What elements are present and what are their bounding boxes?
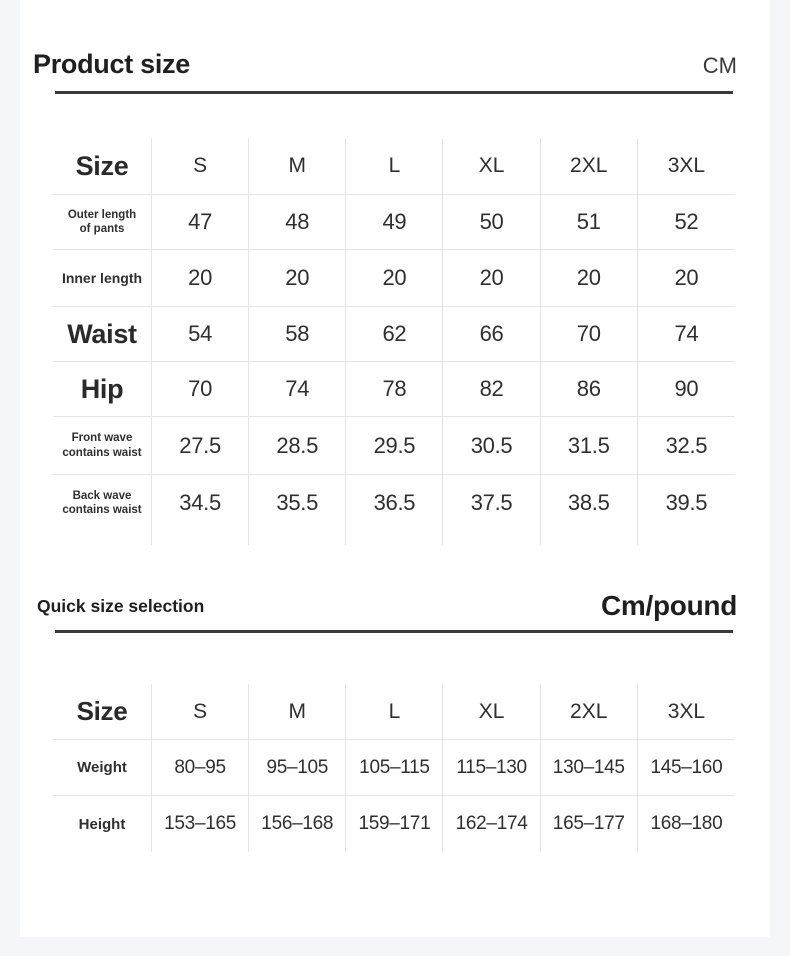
size-value-cell: 74 xyxy=(249,362,346,417)
size-value-cell: 50 xyxy=(443,195,540,250)
row-label-line: contains waist xyxy=(62,504,142,516)
column-header: 2XL xyxy=(541,684,638,740)
column-header: 2XL xyxy=(541,138,638,195)
size-value-cell: 156–168 xyxy=(249,796,346,852)
size-value-cell: 105–115 xyxy=(346,740,443,796)
size-value-cell: 58 xyxy=(249,307,346,362)
row-label-line: of pants xyxy=(79,223,125,235)
size-value-cell: 130–145 xyxy=(541,740,638,796)
size-value-cell: 62 xyxy=(346,307,443,362)
size-value-cell: 145–160 xyxy=(638,740,735,796)
column-header: M xyxy=(249,138,346,195)
size-value-cell: 95–105 xyxy=(249,740,346,796)
size-value-cell: 49 xyxy=(346,195,443,250)
row-label-line: Outer length xyxy=(67,208,137,221)
size-value-cell: 168–180 xyxy=(650,813,723,834)
column-header: XL xyxy=(443,684,540,740)
row-label xyxy=(53,475,152,545)
size-value-cell: 20 xyxy=(443,250,540,307)
size-value-cell: 20 xyxy=(152,250,249,307)
size-value-cell: 34.5 xyxy=(152,475,249,545)
size-value-cell: 51 xyxy=(541,195,638,250)
row-label-line: Front wave xyxy=(71,432,133,445)
size-value-cell: 29.5 xyxy=(346,417,443,475)
product-size-underline xyxy=(55,91,733,94)
column-header: XL xyxy=(443,138,540,195)
size-value-cell: 70 xyxy=(152,362,249,417)
size-value-cell: 20 xyxy=(541,250,638,307)
row-label-line: contains waist xyxy=(62,446,142,459)
quick-size-table xyxy=(53,684,735,852)
size-value-cell: 48 xyxy=(249,195,346,250)
product-size-table xyxy=(53,138,735,545)
column-header: M xyxy=(249,684,346,740)
row-label: Hip xyxy=(53,362,152,417)
table-corner-label: Size xyxy=(53,684,152,740)
size-value-cell: 28.5 xyxy=(249,417,346,475)
size-value-cell: 47 xyxy=(152,195,249,250)
size-value-cell: 54 xyxy=(152,307,249,362)
column-header: S xyxy=(152,138,249,195)
column-header: L xyxy=(346,684,443,740)
column-header: L xyxy=(346,138,443,195)
size-value-cell: 30.5 xyxy=(443,417,540,475)
size-value-cell: 162–174 xyxy=(443,796,540,852)
size-value-cell: 66 xyxy=(443,307,540,362)
size-value-cell: 74 xyxy=(638,307,735,362)
column-header: S xyxy=(152,684,249,740)
size-value-cell: 38.5 xyxy=(541,475,638,545)
quick-size-title: Quick size selection xyxy=(37,596,205,616)
size-value-cell: 35.5 xyxy=(249,475,346,545)
size-value-cell: 159–171 xyxy=(346,796,443,852)
row-label: Height xyxy=(53,796,152,852)
size-value-cell: 37.5 xyxy=(443,475,540,545)
size-value-cell: 70 xyxy=(541,307,638,362)
size-value-cell: 78 xyxy=(346,362,443,417)
quick-size-underline xyxy=(55,630,733,633)
size-value-cell: 27.5 xyxy=(152,417,249,475)
unit-label-cm-pound: Cm/pound xyxy=(600,590,737,621)
size-value-cell: 115–130 xyxy=(443,740,540,796)
size-value-cell: 90 xyxy=(638,362,735,417)
row-label xyxy=(53,195,152,250)
size-value-cell: 32.5 xyxy=(638,417,735,475)
size-value-cell: 82 xyxy=(443,362,540,417)
size-value-cell: 20 xyxy=(638,250,735,307)
size-value-cell: 165–177 xyxy=(541,796,638,852)
size-value-cell: 31.5 xyxy=(541,417,638,475)
size-value-cell: 153–165 xyxy=(152,796,249,852)
table-corner-label: Size xyxy=(53,138,152,195)
size-value-cell: 80–95 xyxy=(152,740,249,796)
product-size-title: Product size xyxy=(33,49,190,79)
size-value-cell: 39.5 xyxy=(665,490,708,515)
size-value-cell: 20 xyxy=(346,250,443,307)
size-value-cell: 20 xyxy=(249,250,346,307)
size-value-cell: 52 xyxy=(638,195,735,250)
column-header: 3XL xyxy=(638,138,735,195)
row-label xyxy=(53,417,152,475)
row-label: Weight xyxy=(53,740,152,796)
size-value-cell: 36.5 xyxy=(346,475,443,545)
row-label: Waist xyxy=(53,307,152,362)
size-value-cell: 86 xyxy=(541,362,638,417)
unit-label-cm: CM xyxy=(702,53,737,78)
row-label: Inner length xyxy=(53,250,152,307)
row-label-line: Back wave xyxy=(72,489,132,502)
column-header: 3XL xyxy=(638,684,735,740)
